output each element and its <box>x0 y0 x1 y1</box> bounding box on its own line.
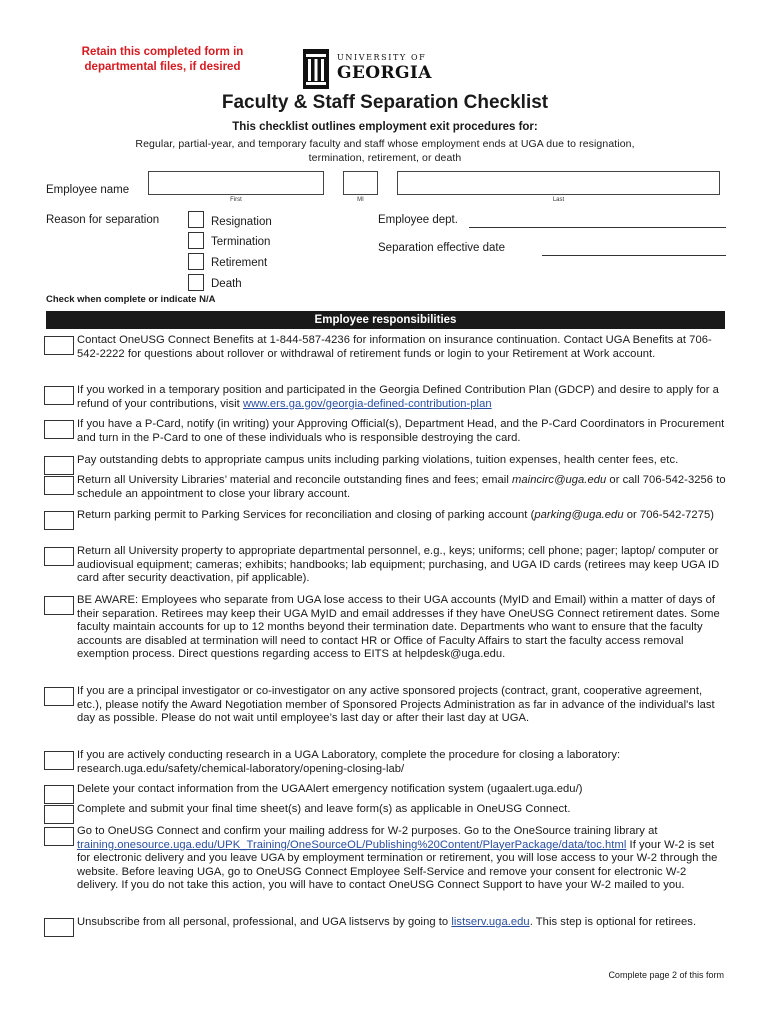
item-checkbox[interactable] <box>44 918 74 937</box>
retain-note: Retain this completed form in departmental files, if desired <box>81 46 244 73</box>
item-text-segment: If you worked in a temporary position and participated in the Georgia Defined Contribution Plan (GDCP) and desire to apply for a refund of your contributions, visit <box>77 384 719 410</box>
footer-note: Complete page 2 of this form <box>608 970 724 980</box>
item-text-segment: Return parking permit to Parking Services for reconciliation and closing of parking account ( <box>77 509 535 521</box>
item-text-segment: . This step is optional for retirees. <box>529 916 697 928</box>
item-text <box>77 916 727 930</box>
retirement-label: Retirement <box>211 257 268 269</box>
item-text <box>77 418 727 445</box>
item-text-segment: Complete and submit your final time sheet(s) and leave form(s) as applicable in OneUSG Connect. <box>77 803 571 815</box>
item-text-segment: If your W-2 is set for electronic delivery and you leave UGA by employment termination or retirement, you will lose access to your W-2 through the website. Before leaving UGA, go to OneUSG Connect Employee Self-Service and remove your consent for electronic W-2 delivery. If you do not take this action, you will have to contact OneUSG Connect Support to have your W-2 mailed to you. <box>77 838 718 892</box>
item-checkbox[interactable] <box>44 785 74 804</box>
item-text-segment: Delete your contact information from the UGAAlert emergency notification system (ugaalert.uga.edu/) <box>77 783 583 795</box>
item-text-segment: If you are actively conducting research in a UGA Laboratory, complete the procedure for closing a laboratory: research.uga.edu/safety/chemical-laboratory/opening-closing-lab/ <box>77 749 621 775</box>
death-label: Death <box>211 278 242 290</box>
item-text <box>77 474 727 501</box>
effective-date-label: Separation effective date <box>378 242 506 254</box>
middle-initial-field[interactable] <box>343 171 378 195</box>
item-checkbox[interactable] <box>44 827 74 846</box>
item-text <box>77 783 727 797</box>
termination-label: Termination <box>211 236 271 248</box>
mi-caption: MI <box>357 197 364 203</box>
item-text-segment: Contact OneUSG Connect Benefits at 1-844-587-4236 for information on insurance continuation. Contact UGA Benefits at 706-542-2222 for questions about rollover or withdrawal of retirement funds or login to your Retirement at Work account. <box>77 334 712 360</box>
item-text-segment: or 706-542-7275) <box>623 509 715 521</box>
check-note: Check when complete or indicate N/A <box>46 294 216 305</box>
item-text-segment: Pay outstanding debts to appropriate campus units including parking violations, tuition expenses, health center fees, etc. <box>77 454 679 466</box>
item-checkbox[interactable] <box>44 511 74 530</box>
item-checkbox[interactable] <box>44 805 74 824</box>
dept-label: Employee dept. <box>378 214 458 226</box>
employee-name-label: Employee name <box>46 184 130 196</box>
item-link[interactable]: listserv.uga.edu <box>451 916 530 928</box>
item-text <box>77 594 727 662</box>
item-text <box>77 749 727 776</box>
item-text-segment: If you have a P-Card, notify (in writing) your Approving Official(s), Department Head, and the P-Card Coordinators in Procurement and turn in the P-Card to one of these individuals who is responsible destroying the card. <box>77 418 725 444</box>
item-text-segment: Unsubscribe from all personal, professional, and UGA listservs by going to <box>77 916 452 928</box>
item-text <box>77 334 727 361</box>
uga-logo <box>303 49 438 91</box>
item-text <box>77 509 727 523</box>
item-checkbox[interactable] <box>44 596 74 615</box>
item-checkbox[interactable] <box>44 687 74 706</box>
item-checkbox[interactable] <box>44 336 74 355</box>
item-checkbox[interactable] <box>44 476 74 495</box>
page-title: Faculty & Staff Separation Checklist <box>221 92 549 113</box>
item-checkbox[interactable] <box>44 751 74 770</box>
item-checkbox[interactable] <box>44 386 74 405</box>
arch-icon <box>303 49 329 89</box>
item-text-segment: or call 706-542-3256 to schedule an appointment to close your library account. <box>77 474 726 500</box>
item-text <box>77 825 727 893</box>
subtitle: This checklist outlines employment exit procedures for: <box>232 121 538 133</box>
item-text <box>77 545 727 586</box>
reason-label: Reason for separation <box>46 214 160 226</box>
retirement-checkbox[interactable] <box>188 253 204 270</box>
death-checkbox[interactable] <box>188 274 204 291</box>
item-text-segment: Return all University Libraries’ material and reconcile outstanding fines and fees; email <box>77 474 513 486</box>
first-caption: First <box>230 197 242 203</box>
item-text-segment: Go to OneUSG Connect and confirm your mailing address for W-2 purposes. Go to the OneSource training library at <box>77 825 658 837</box>
item-text <box>77 454 727 468</box>
item-link[interactable]: www.ers.ga.gov/georgia-defined-contribution-plan <box>242 397 492 410</box>
item-text <box>77 685 727 726</box>
resignation-checkbox[interactable] <box>188 211 204 228</box>
item-email: maincirc@uga.edu <box>512 474 607 486</box>
section-header: Employee responsibilities <box>46 311 725 329</box>
item-text <box>77 803 727 817</box>
resignation-label: Resignation <box>211 216 272 228</box>
effective-date-field[interactable] <box>542 255 726 256</box>
last-name-field[interactable] <box>397 171 720 195</box>
last-caption: Last <box>552 197 565 203</box>
first-name-field[interactable] <box>148 171 324 195</box>
item-checkbox[interactable] <box>44 547 74 566</box>
logo-georgia-text: GEORGIA <box>337 63 432 83</box>
item-text-segment: Return all University property to appropriate departmental personnel, e.g., keys; uniforms; cell phone; pager; laptop/ computer or audiovisual equipment; cameras; exhibits; handbooks; lab equipment; purchasing, and UGA ID cards (retirees may keep UGA ID card after security deactivation, pif applicable). <box>77 545 720 585</box>
termination-checkbox[interactable] <box>188 232 204 249</box>
item-checkbox[interactable] <box>44 456 74 475</box>
item-text-segment: BE AWARE: Employees who separate from UGA lose access to their UGA accounts (MyID and Email) within a matter of days of their separation. Retirees may keep their UGA MyID and email addresses if they have OneUSG Connect retirement dates. Some faculty maintain accounts for up to 12 months beyond their termination date. Departments who want to ensure that the faculty accounts are disabled at termination will need to contact HR or Office of Faculty Affairs to start the faculty access removal exemption process. Direct questions regarding access to EITS at helpdesk@uga.edu. <box>77 594 720 661</box>
item-link[interactable]: training.onesource.uga.edu/UPK_Training/OneSourceOL/Publishing%20Content/PlayerPackage/data/toc.html <box>77 838 627 851</box>
item-text <box>77 384 727 411</box>
logo-university-text: UNIVERSITY OF <box>337 53 427 62</box>
dept-field[interactable] <box>469 227 726 228</box>
item-email: parking@uga.edu <box>534 509 624 521</box>
description: Regular, partial-year, and temporary faculty and staff whose employment ends at UGA due to resignation, termination, retirement, or death <box>135 138 635 164</box>
item-checkbox[interactable] <box>44 420 74 439</box>
item-text-segment: If you are a principal investigator or co-investigator on any active sponsored projects (contract, grant, cooperative agreement, etc.), please notify the Award Negotiation member of Sponsored Projects Administration as far in advance of the individual's last day as possible. Please do not wait until employee’s last day or after their last day at UGA. <box>77 685 715 725</box>
